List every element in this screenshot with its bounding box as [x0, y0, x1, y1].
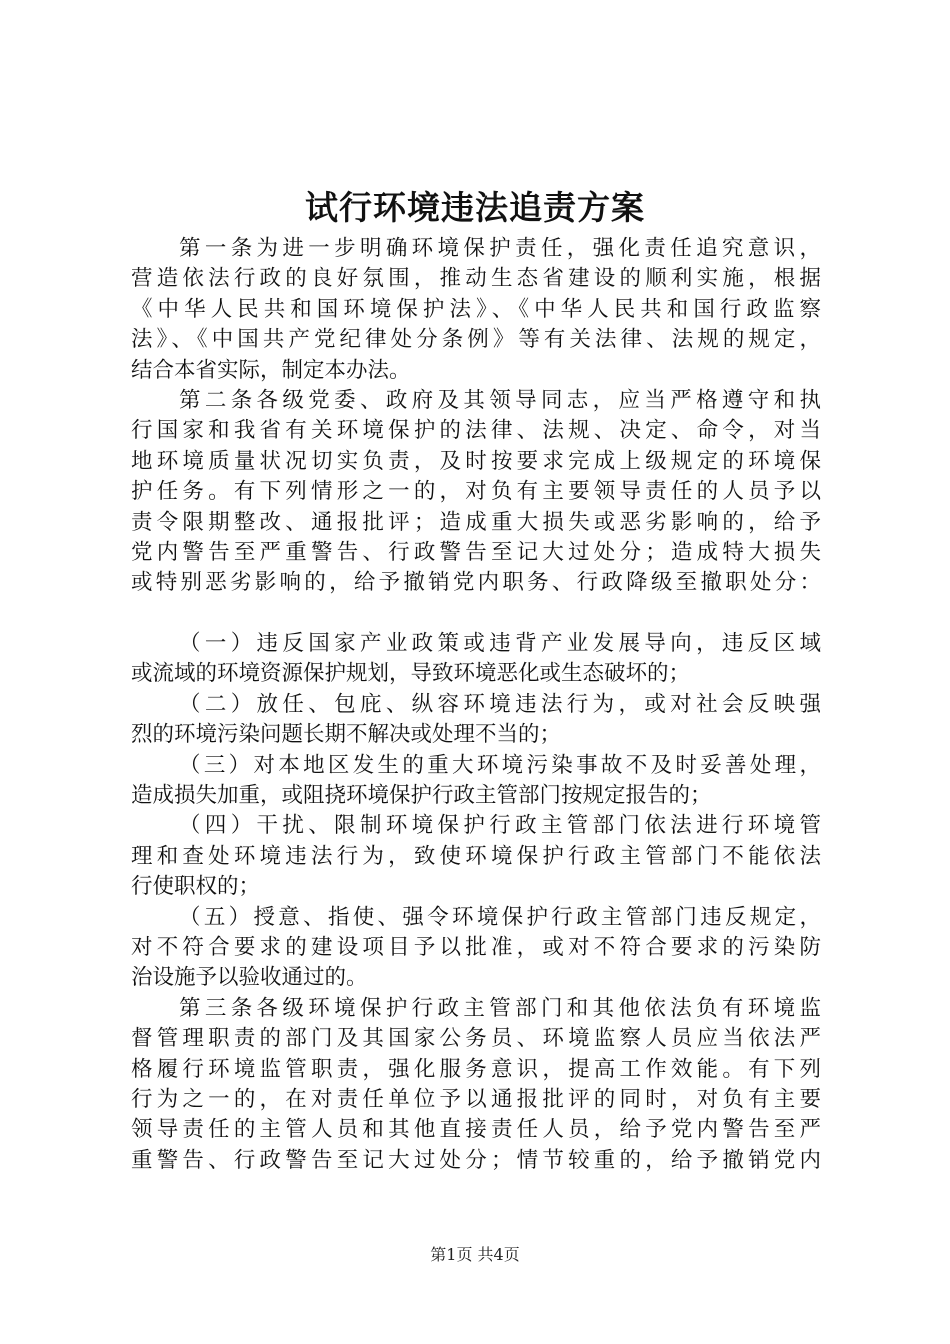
text-line: 行为之一的，在对责任单位予以通报批评的同时，对负有主要 — [131, 1086, 821, 1112]
text-line: 造成损失加重，或阻挠环境保护行政主管部门按规定报告的； — [131, 783, 712, 809]
text-line: 行使职权的； — [131, 874, 261, 900]
text-line: 法》、《中国共产党纪律处分条例》等有关法律、法规的规定， — [131, 327, 821, 353]
text-line: （三）对本地区发生的重大环境污染事故不及时妥善处理， — [179, 752, 821, 778]
text-line: 领导责任的主管人员和其他直接责任人员，给予党内警告至严 — [131, 1117, 821, 1143]
text-line: 对不符合要求的建设项目予以批准，或对不符合要求的污染防 — [131, 934, 821, 960]
text-line: 治设施予以验收通过的。 — [131, 965, 368, 991]
text-line: 护任务。有下列情形之一的，对负有主要领导责任的人员予以 — [131, 479, 821, 505]
text-line: 行国家和我省有关环境保护的法律、法规、决定、命令，对当 — [131, 418, 821, 444]
text-line: （一）违反国家产业政策或违背产业发展导向，违反区域 — [179, 631, 821, 657]
text-line: 第一条为进一步明确环境保护责任，强化责任追究意识， — [179, 236, 821, 261]
text-line: 第三条各级环境保护行政主管部门和其他依法负有环境监 — [179, 995, 821, 1021]
text-line: 第二条各级党委、政府及其领导同志，应当严格遵守和执 — [179, 387, 821, 413]
text-line: 地环境质量状况切实负责，及时按要求完成上级规定的环境保 — [131, 448, 821, 474]
text-line: 重警告、行政警告至记大过处分；情节较重的，给予撤销党内 — [131, 1147, 821, 1173]
text-line: 结合本省实际，制定本办法。 — [131, 357, 411, 383]
text-line: （二）放任、包庇、纵容环境违法行为，或对社会反映强 — [179, 691, 821, 717]
text-line: 营造依法行政的良好氛围，推动生态省建设的顺利实施，根据 — [131, 266, 821, 292]
text-line: 责令限期整改、通报批评；造成重大损失或恶劣影响的，给予 — [131, 509, 821, 535]
text-line: 理和查处环境违法行为，致使环境保护行政主管部门不能依法 — [131, 843, 821, 869]
text-line: 督管理职责的部门及其国家公务员、环境监察人员应当依法严 — [131, 1026, 821, 1052]
text-line: （五）授意、指使、强令环境保护行政主管部门违反规定， — [179, 904, 821, 930]
blank-line — [131, 599, 821, 629]
text-line: 烈的环境污染问题长期不解决或处理不当的； — [131, 722, 562, 748]
text-line: （四）干扰、限制环境保护行政主管部门依法进行环境管 — [179, 813, 821, 839]
text-line: 党内警告至严重警告、行政警告至记大过处分；造成特大损失 — [131, 539, 821, 565]
text-line: 或特别恶劣影响的，给予撤销党内职务、行政降级至撤职处分： — [131, 570, 821, 596]
document-title: 试行环境违法追责方案 — [305, 188, 645, 227]
document-body — [131, 234, 821, 1176]
text-line: 格履行环境监管职责，强化服务意识，提高工作效能。有下列 — [131, 1056, 821, 1082]
text-line: 《中华人民共和国环境保护法》、《中华人民共和国行政监察 — [131, 296, 821, 322]
text-line: 或流域的环境资源保护规划，导致环境恶化或生态破坏的； — [131, 661, 691, 687]
page-footer: 第1页 共4页 — [430, 1245, 520, 1264]
